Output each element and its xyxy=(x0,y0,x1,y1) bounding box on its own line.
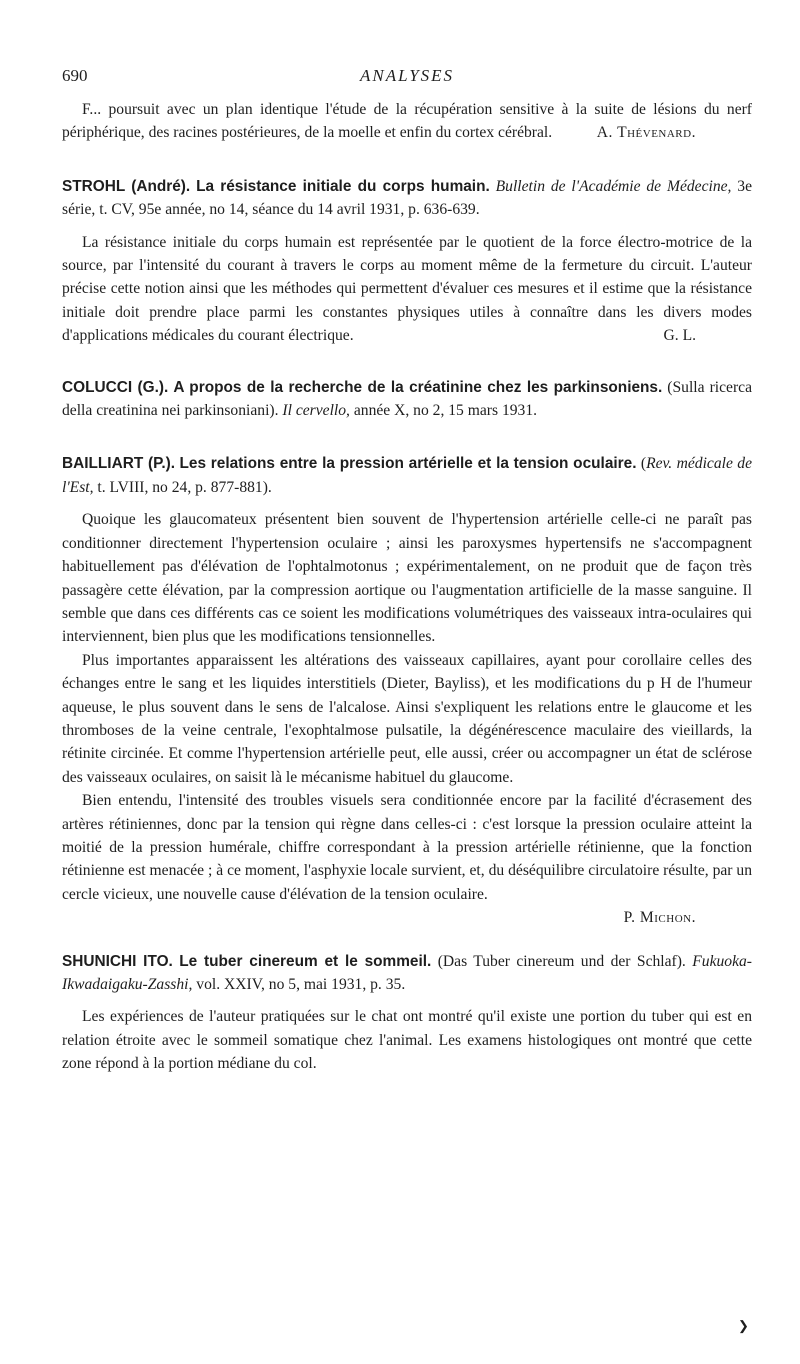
entry-bailliart xyxy=(62,452,752,929)
entry-signature: P. Michon. xyxy=(623,909,696,927)
entry-citation-journal: Rev. médicale de l'Est, xyxy=(62,455,752,496)
entry-body-paragraph: Les expériences de l'auteur pratiquées sur le chat ont montré qu'il existe une portion du tuber qui est en relation étroite avec le sommeil somatique chez l'animal. Les examens histologiques ont montré que cette zone répond à la portion médiane du col. xyxy=(62,1008,752,1073)
entry-citation-details: année X, no 2, 15 mars 1931. xyxy=(349,402,538,420)
entry-body-text: La résistance initiale du corps humain est représentée par le quotient de la force électro-motrice de la source, par l'intensité du courant à travers le corps au moment même de la fermeture du circuit. L'auteur précise cette notion ainsi que les méthodes qui permettent d'évaluer ces mesures et il estime que la résistance initiale doit prendre place parmi les constantes physiques utiles à connaître dans les divers modes d'applications médicales du courant électrique. xyxy=(62,233,752,345)
entry-title: A propos de la recherche de la créatinine chez les parkinsoniens. xyxy=(173,378,663,396)
entry-heading xyxy=(62,452,752,499)
entry-shunichi-ito xyxy=(62,950,752,1076)
entry-body-paragraph: Bien entendu, l'intensité des troubles visuels sera conditionnée encore par la facilité d'écrasement des artères rétiniennes, donc par la tension qui règne dans celles-ci : c'est lorsque la pression oculaire atteint la moitié de la pression humérale, chiffre correspondant à la pression artérielle rétinienne, que la fonction rétinienne est menacée ; à ce moment, l'asphyxie locale survient, et, du déséquilibre circulatoire résulte, par un cercle vicieux, une nouvelle cause d'élévation de la tension oculaire. xyxy=(62,792,752,903)
entry-heading xyxy=(62,950,752,997)
entry-citation-journal: Il cervello, xyxy=(282,402,350,420)
entry-heading xyxy=(62,175,752,222)
page-header xyxy=(62,66,752,90)
intro-section xyxy=(62,98,752,145)
entry-author: BAILLIART (P.). xyxy=(62,455,176,473)
entry-citation-original-title: (Das Tuber cinereum und der Schlaf). xyxy=(431,952,693,970)
entry-strohl xyxy=(62,175,752,348)
entry-citation-journal: Bulletin de l'Académie de Médecine, xyxy=(495,177,732,195)
entry-colucci xyxy=(62,376,752,423)
entry-author: STROHL (André). xyxy=(62,177,191,195)
page-number: 690 xyxy=(62,66,88,85)
entry-author: COLUCCI (G.). xyxy=(62,378,169,396)
entry-body-paragraph: Quoique les glaucomateux présentent bien souvent de l'hypertension artérielle celle-ci ne paraît pas conditionner directement l'hypertension oculaire ; ainsi les paroxysmes hypertensifs ne s'accompagnent habituellement pas d'élévation de l'ophtalmotonus ; expérimentalement, on ne produit que de façon très passagère cette élévation, par la compression aortique ou l'augmentation artificielle de la masse sanguine. Il semble que dans ces différents cas ce soient les modifications volumétriques des vaisseaux intra-oculaires qui interviennent, bien plus que les modifications tensionnelles. xyxy=(62,511,752,646)
entry-citation-details: t. LVIII, no 24, p. 877-881). xyxy=(93,478,272,496)
entry-citation-details: vol. XXIV, no 5, mai 1931, p. 35. xyxy=(192,976,406,993)
intro-paragraph xyxy=(62,98,752,145)
entry-author: SHUNICHI ITO. xyxy=(62,952,173,970)
entry-citation-journal: Fukuoka-Ikwadaigaku-Zasshi, xyxy=(62,952,752,993)
running-head: ANALYSES xyxy=(359,66,455,85)
continuation-mark: ❯ xyxy=(738,1318,749,1333)
page-content xyxy=(62,98,752,1076)
entry-body-paragraph xyxy=(62,231,752,348)
entry-citation-details: 3e série, t. CV, 95e année, no 14, séance du 14 avril 1931, p. 636-639. xyxy=(62,177,753,219)
intro-line-2: lésions du nerf périphérique, des racines postérieures, de la moelle et enfin du cortex xyxy=(62,101,753,142)
intro-signature: A. Thévenard. xyxy=(596,124,696,142)
entry-title: La résistance initiale du corps humain. xyxy=(196,177,490,195)
entry-title: Les relations entre la pression artérielle et la tension oculaire. xyxy=(179,455,637,473)
entry-citation-original-title: (Sulla ricerca della creatinina nei parkinsoniani). xyxy=(62,378,752,420)
entry-heading xyxy=(62,376,752,423)
entry-citation-open: ( xyxy=(636,455,647,473)
intro-line-3: cérébral. xyxy=(498,124,553,142)
entry-signature: G. L. xyxy=(663,327,696,345)
entry-body-paragraph: Plus importantes apparaissent les altérations des vaisseaux capillaires, ayant pour corollaire celles des échanges entre le sang et les liquides interstitiels (Dieter, Bayliss), et les modifications du p H de l'humeur aqueuse, le plus souvent dans le sens de l'alcalose. Ainsi s'expliquent les relations entre le glaucome et les thromboses de la veine centrale, l'exophtalmose pulsatile, la dégénérescence maculaire des vieillards, la rétinite circinée. Et comme l'hypertension artérielle peut, elle aussi, créer ou accompagner un état de sclérose des vaisseaux oculaires, on saisit là le mécanisme habituel du glaucome. xyxy=(62,651,752,786)
intro-line-1: F... poursuit avec un plan identique l'étude de la récupération sensitive à la suite de xyxy=(82,101,646,118)
entry-title: Le tuber cinereum et le sommeil. xyxy=(179,952,432,970)
